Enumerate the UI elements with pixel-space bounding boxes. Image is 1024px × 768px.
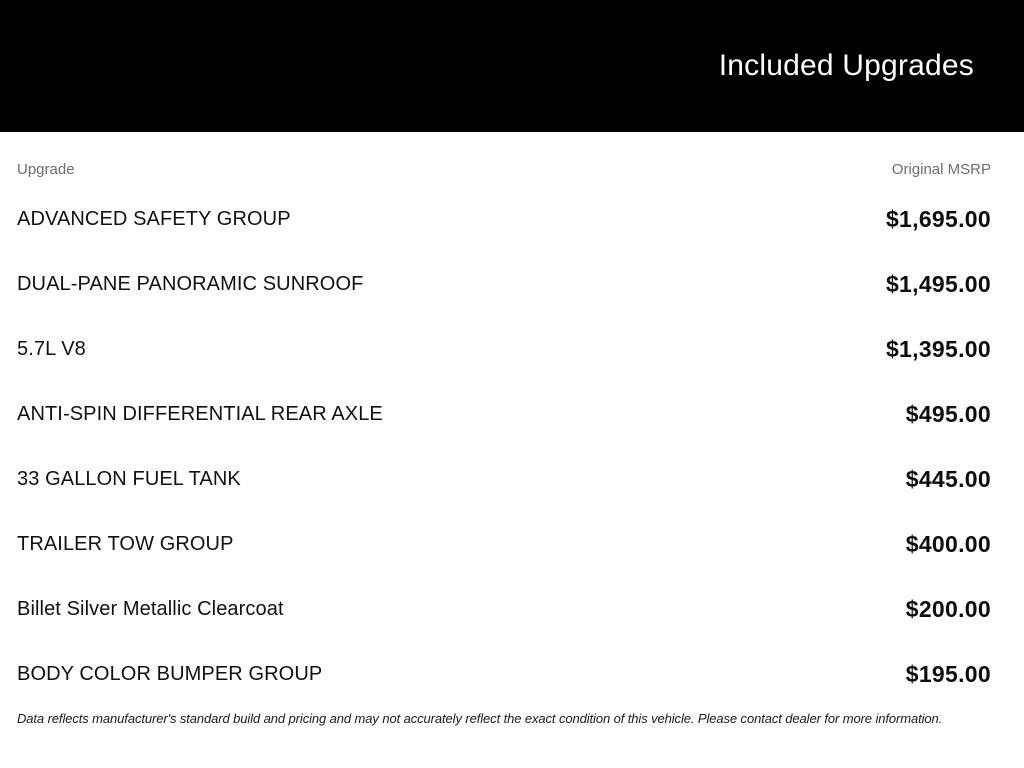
upgrade-name: TRAILER TOW GROUP	[17, 533, 234, 555]
table-row	[17, 447, 991, 512]
upgrade-name: 33 GALLON FUEL TANK	[17, 468, 241, 490]
table-row	[17, 642, 991, 707]
table-column-headers	[17, 132, 991, 179]
upgrade-price: $495.00	[905, 401, 991, 427]
table-row	[17, 187, 991, 252]
upgrade-name: BODY COLOR BUMPER GROUP	[17, 663, 323, 685]
upgrade-price: $1,395.00	[885, 336, 991, 362]
upgrade-name: 5.7L V8	[17, 338, 86, 360]
upgrade-price: $195.00	[905, 661, 991, 687]
upgrade-price: $445.00	[905, 466, 991, 492]
upgrades-panel	[0, 132, 1024, 726]
column-header-upgrade: Upgrade	[17, 161, 75, 178]
disclaimer-text: Data reflects manufacturer's standard build and pricing and may not accurately reflect the exact condition of this vehicle. Please contact dealer for more information.	[17, 711, 943, 726]
page-title: Included Upgrades	[718, 49, 974, 82]
header-band	[0, 0, 1024, 132]
upgrade-price: $1,695.00	[885, 206, 991, 232]
upgrade-name: ADVANCED SAFETY GROUP	[17, 208, 291, 230]
upgrade-name: DUAL-PANE PANORAMIC SUNROOF	[17, 273, 364, 295]
table-row	[17, 382, 991, 447]
upgrade-price: $400.00	[905, 531, 991, 557]
table-row	[17, 577, 991, 642]
table-row	[17, 512, 991, 577]
upgrade-name: Billet Silver Metallic Clearcoat	[17, 598, 284, 620]
table-row	[17, 317, 991, 382]
table-row	[17, 252, 991, 317]
upgrades-list	[17, 187, 991, 707]
upgrade-price: $1,495.00	[885, 271, 991, 297]
upgrade-price: $200.00	[905, 596, 991, 622]
upgrade-name: ANTI-SPIN DIFFERENTIAL REAR AXLE	[17, 403, 383, 425]
column-header-original-msrp: Original MSRP	[891, 161, 991, 178]
